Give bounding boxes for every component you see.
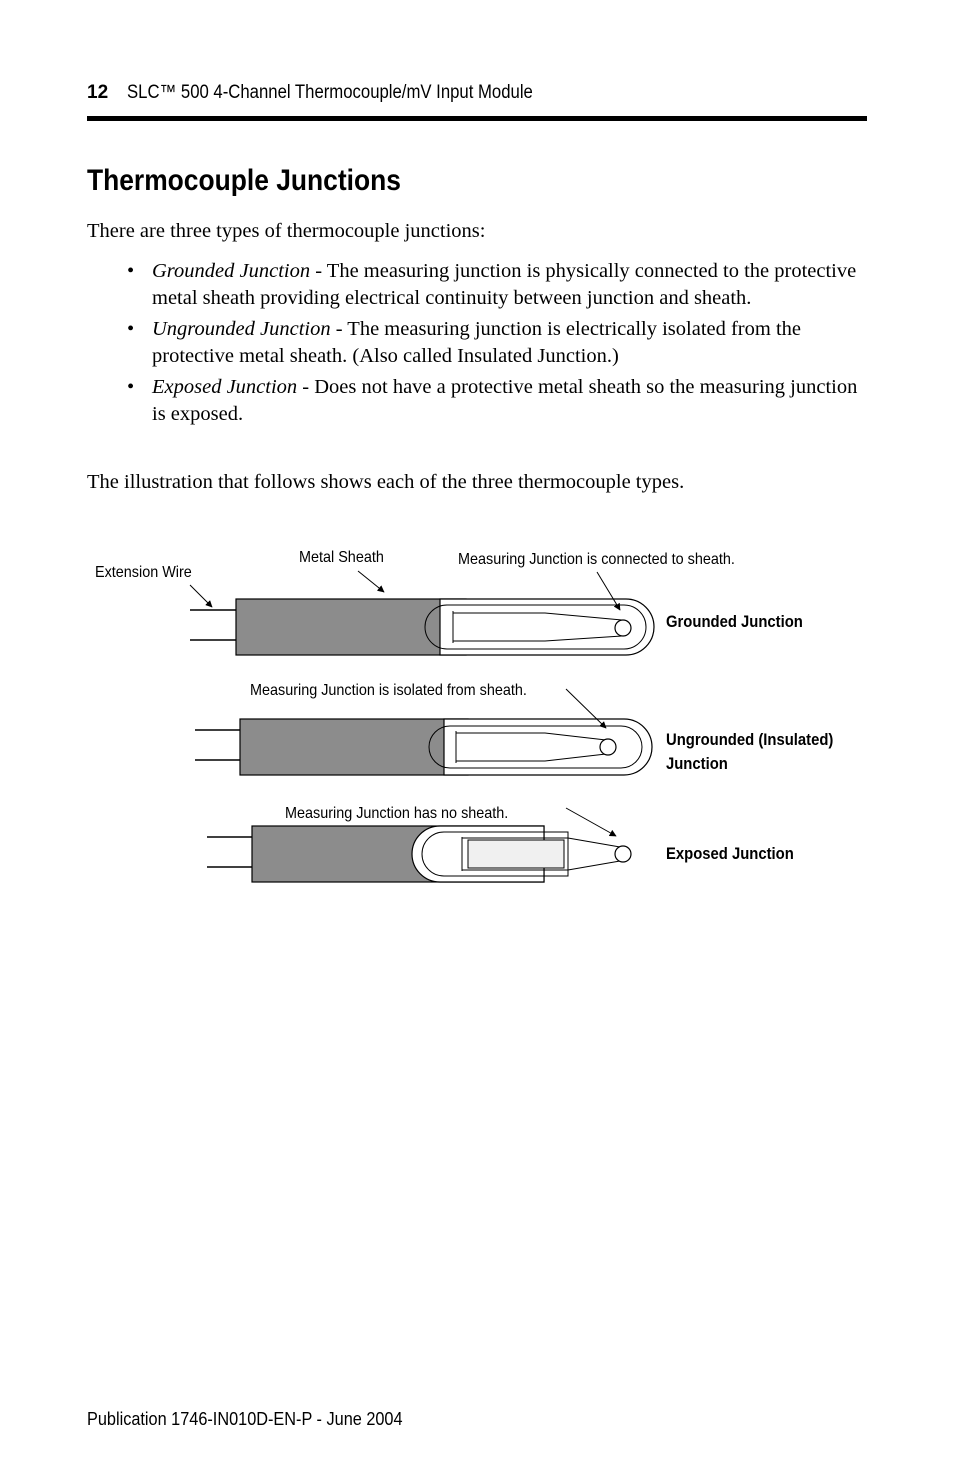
- publication-footer: Publication 1746-IN010D-EN-P - June 2004: [87, 1408, 403, 1429]
- bullet-text: - The measuring junction is physically connected to the protective metal sheath providing electrical continuity between junction and sheath.: [152, 260, 857, 309]
- metal-sheath-arrow: [358, 571, 384, 592]
- metal-sheath: [236, 599, 466, 655]
- ungrounded-junction-label-line1: Ungrounded (Insulated): [666, 731, 834, 750]
- measuring-junction: [615, 620, 631, 636]
- intro-paragraph: There are three types of thermocouple junctions:: [87, 220, 486, 242]
- outro-paragraph: The illustration that follows shows each of the three thermocouple types.: [87, 471, 685, 493]
- insulation-core: [468, 840, 564, 868]
- ungrounded-thermocouple: [195, 719, 652, 775]
- bullet-term: Grounded Junction: [152, 260, 311, 282]
- bullet-text: - The measuring junction is electrically isolated from the protective metal sheath. (Also called Insulated Junction.): [152, 318, 802, 367]
- section-heading: Thermocouple Junctions: [87, 164, 401, 197]
- exposed-thermocouple: [207, 826, 631, 882]
- metal-sheath: [240, 719, 468, 775]
- measuring-junction: [600, 739, 616, 755]
- no-sheath-callout-label: Measuring Junction has no sheath.: [285, 804, 509, 823]
- bullet-term: Exposed Junction: [152, 376, 298, 398]
- exposed-junction-label: Exposed Junction: [666, 845, 794, 864]
- page-number: 12: [87, 82, 109, 103]
- ungrounded-junction-label-line2: Junction: [666, 755, 728, 774]
- no-sheath-callout-arrow: [566, 808, 616, 836]
- list-item: • Grounded Junction - The measuring junction is physically connected to the protective metal sheath providing electrical continuity between junction and sheath.: [127, 260, 857, 309]
- header-title: SLC™ 500 4-Channel Thermocouple/mV Input Module: [127, 82, 533, 103]
- extension-wire-label: Extension Wire: [95, 563, 192, 582]
- sheath-tip: [444, 719, 652, 775]
- list-item: • Ungrounded Junction - The measuring junction is electrically isolated from the protective metal sheath. (Also called Insulated Junction.): [127, 318, 802, 367]
- measuring-junction: [615, 846, 631, 862]
- isolated-callout-label: Measuring Junction is isolated from sheath.: [250, 681, 527, 700]
- extension-wire-arrow: [190, 585, 212, 607]
- grounded-thermocouple: [190, 599, 654, 655]
- grounded-junction-label: Grounded Junction: [666, 613, 803, 632]
- list-item: • Exposed Junction - Does not have a protective metal sheath so the measuring junction is exposed.: [127, 376, 858, 425]
- bullet-term: Ungrounded Junction: [152, 318, 331, 340]
- metal-sheath-label: Metal Sheath: [299, 548, 384, 567]
- connected-callout-label: Measuring Junction is connected to sheath.: [458, 550, 735, 569]
- bullet-text: - Does not have a protective metal sheath so the measuring junction is exposed.: [152, 376, 858, 425]
